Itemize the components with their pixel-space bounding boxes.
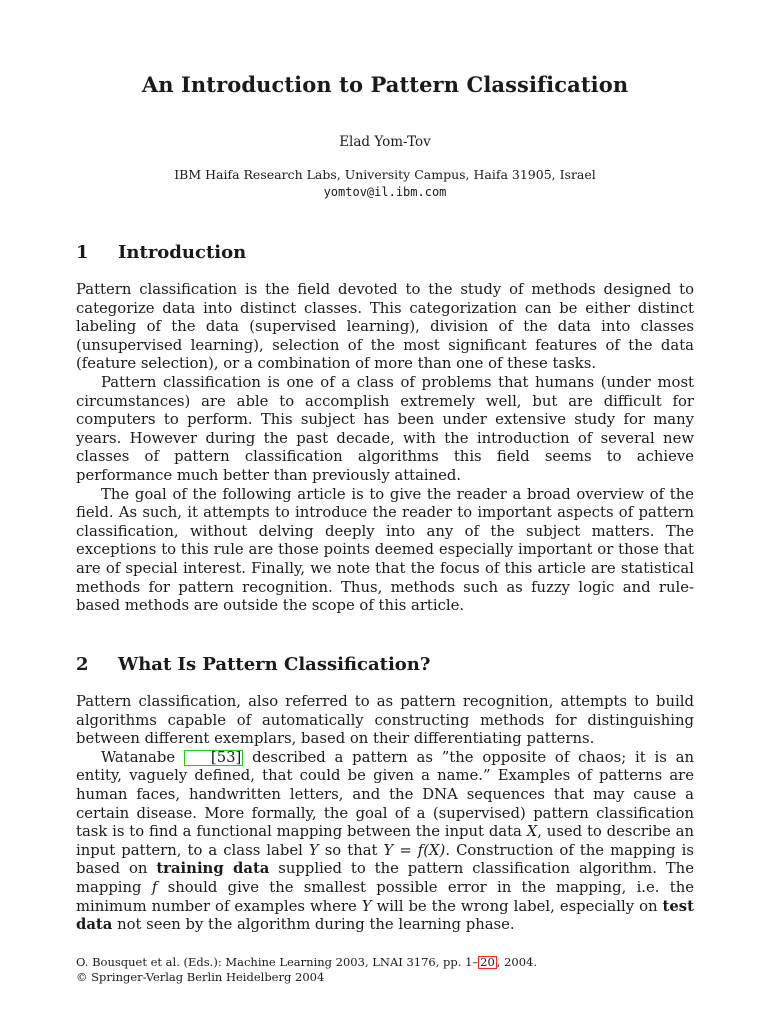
text-run: will be the wrong label, especially on <box>376 897 658 915</box>
paragraph: The goal of the following article is to give the reader a broad overview of the field. As such, it attempts to introduce the reader to important aspects of pattern classification, without delving deeply into any of the subject matters. The exceptions to this rule are those points deemed especially important or those that are of special interest. Finally, we note that the focus of this article are statistical methods for pattern recognition. Thus, methods such as fuzzy logic and rule-based methods are outside the scope of this article. <box>76 485 694 615</box>
text-run: supplied to the pattern classification algorithm. The mapping <box>76 860 694 896</box>
bold-term: training data <box>156 860 270 878</box>
author-email: yomtov@il.ibm.com <box>323 185 447 199</box>
math-variable: Y <box>361 897 372 915</box>
section-title: Introduction <box>118 242 247 263</box>
math-equation: Y = f(X) <box>383 841 446 859</box>
section-body-introduction <box>76 281 694 616</box>
paper-title: An Introduction to Pattern Classification <box>141 72 629 97</box>
text-run: O. Bousquet et al. (Eds.): Machine Learning 2003, LNAI 3176, pp. 1– <box>76 955 479 969</box>
page-footer <box>76 955 694 985</box>
paragraph: Pattern classification is the field devoted to the study of methods designed to categorize data into distinct classes. This categorization can be either distinct labeling of the data (supervised learning), division of the data into classes (unsupervised learning), selection of the most significant features of the data (feature selection), or a combination of more than one of these tasks. <box>76 281 694 373</box>
section-title: What Is Pattern Classification? <box>118 654 431 675</box>
text-run: , used to describe an input pattern, to a class label <box>76 823 694 859</box>
math-variable: Y <box>308 841 319 859</box>
footer-citation-line <box>76 955 694 970</box>
author-name: Elad Yom-Tov <box>339 134 431 150</box>
math-variable: X <box>526 823 538 841</box>
section-heading-introduction <box>76 242 246 263</box>
text-run: should give the smallest possible error in the mapping, i.e. the minimum number of examples where <box>76 878 694 915</box>
paragraph: Pattern classification is one of a class of problems that humans (under most circumstances) are able to accomplish extremely well, but are difficult for computers to perform. This subject has been under extensive study for many years. However during the past decade, with the introduction of several new classes of pattern classification algorithms this field seems to achieve performance much better than previously attained. <box>76 373 694 484</box>
text-run: , 2004. <box>496 955 538 969</box>
text-run: Watanabe <box>101 748 176 766</box>
citation-number: 53 <box>216 748 236 766</box>
author-affiliation: IBM Haifa Research Labs, University Campus, Haifa 31905, Israel <box>174 167 596 182</box>
citation-link[interactable]: [53] <box>184 750 243 766</box>
math-variable: f <box>151 878 158 896</box>
text-run: . Construction of the mapping is based on <box>76 841 694 878</box>
text-run: so that <box>324 841 378 859</box>
paragraph: Pattern classification, also referred to as pattern recognition, attempts to build algorithms capable of automatically constructing methods for distinguishing between different exemplars, based on their differentiating patterns. <box>76 693 694 748</box>
paragraph <box>76 749 694 935</box>
text-run: not seen by the algorithm during the learning phase. <box>117 916 515 934</box>
section-heading-what-is-pattern-classification <box>76 654 430 675</box>
section-number: 2 <box>76 654 89 675</box>
section-number: 1 <box>76 242 89 263</box>
bold-term: test data <box>76 897 694 934</box>
footer-copyright-line: © Springer-Verlag Berlin Heidelberg 2004 <box>76 970 325 984</box>
section-body-what-is-pattern-classification <box>76 693 694 935</box>
text-run: described a pattern as ”the opposite of chaos; it is an entity, vaguely defined, that could be given a name.” Examples of patterns are human faces, handwritten letters, and the DNA sequences that may cause a certain disease. More formally, the goal of a (supervised) pattern classification task is to find a functional mapping between the input data <box>76 748 694 841</box>
page-range-link[interactable]: 20 <box>480 955 495 969</box>
